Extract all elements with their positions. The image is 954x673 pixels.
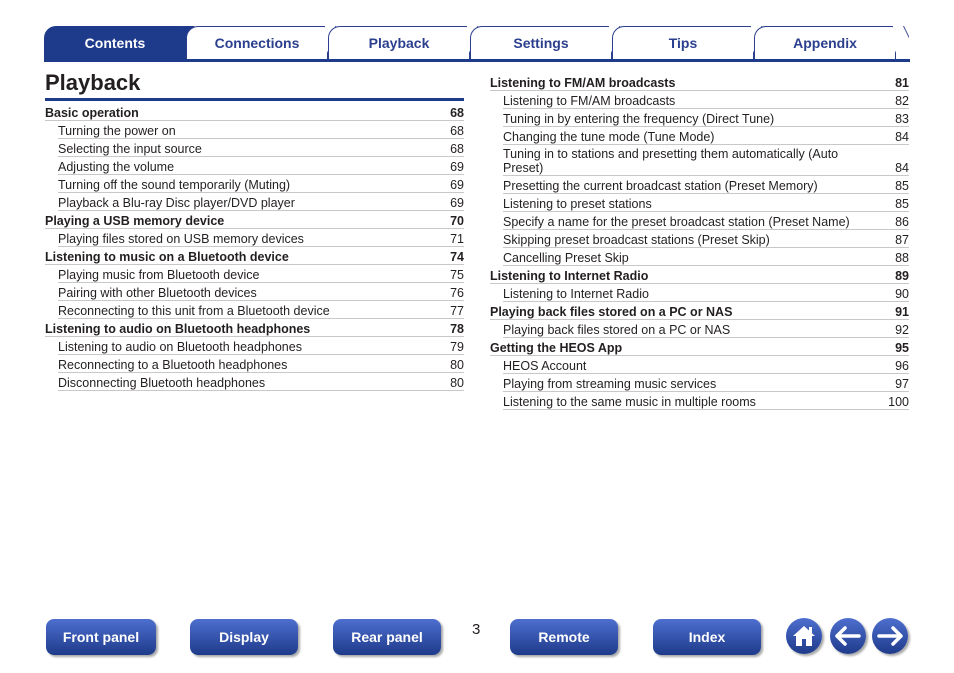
toc-section-title: Getting the HEOS App	[490, 341, 623, 355]
toc-page: 88	[895, 251, 909, 265]
toc-item-title: Cancelling Preset Skip	[503, 251, 629, 265]
toc-item[interactable]	[503, 91, 909, 109]
toc-item[interactable]	[58, 121, 464, 139]
toc-item-title: Playing files stored on USB memory devices	[58, 232, 304, 246]
toc-section[interactable]	[45, 103, 464, 121]
toc-page: 76	[450, 286, 464, 300]
arrow-right-icon	[876, 626, 904, 646]
toc-page: 91	[895, 305, 909, 319]
toc-page: 69	[450, 178, 464, 192]
toc-item-title: Tuning in to stations and presetting them automatically (Auto Preset)	[503, 147, 839, 175]
toc-item-title: Pairing with other Bluetooth devices	[58, 286, 257, 300]
toc-item[interactable]	[503, 145, 909, 176]
toc-item[interactable]	[503, 127, 909, 145]
toc-item[interactable]	[58, 283, 464, 301]
toc-section-title: Basic operation	[45, 106, 139, 120]
toc-item[interactable]	[58, 373, 464, 391]
toc-item[interactable]	[58, 193, 464, 211]
toc-page: 92	[895, 323, 909, 337]
toc-item[interactable]	[58, 265, 464, 283]
toc-section[interactable]	[45, 247, 464, 265]
toc-item[interactable]	[58, 355, 464, 373]
toc-item-title: Skipping preset broadcast stations (Preset Skip)	[503, 233, 770, 247]
toc-item[interactable]	[58, 229, 464, 247]
toc-item[interactable]	[503, 248, 909, 266]
toc-page: 70	[450, 214, 464, 228]
toc-page: 84	[895, 130, 909, 144]
toc-item[interactable]	[503, 230, 909, 248]
toc-item-title: Reconnecting to this unit from a Bluetooth device	[58, 304, 330, 318]
tab-playback-label: Playback	[368, 35, 430, 51]
toc-item[interactable]	[503, 109, 909, 127]
toc-item[interactable]	[58, 337, 464, 355]
tab-bar	[40, 26, 910, 62]
toc-item-title: Playing music from Bluetooth device	[58, 268, 260, 282]
toc-item-title: HEOS Account	[503, 359, 587, 373]
toc-page: 81	[895, 76, 909, 90]
toc-item-title: Changing the tune mode (Tune Mode)	[503, 130, 715, 144]
toc-page: 69	[450, 196, 464, 210]
display-button[interactable]: Display	[190, 619, 298, 655]
toc-page: 75	[450, 268, 464, 282]
toc-section-title: Listening to Internet Radio	[490, 269, 649, 283]
toc-item[interactable]	[58, 301, 464, 319]
toc-item-title: Playback a Blu-ray Disc player/DVD player	[58, 196, 295, 210]
tab-tips-label: Tips	[668, 35, 698, 51]
toc-section-title: Playing a USB memory device	[45, 214, 225, 228]
toc-page: 89	[895, 269, 909, 283]
page-number: 3	[472, 621, 481, 638]
tab-connections[interactable]	[186, 26, 328, 59]
toc-page: 87	[895, 233, 909, 247]
index-button[interactable]: Index	[653, 619, 761, 655]
tab-contents[interactable]	[44, 26, 186, 59]
toc-page: 84	[895, 161, 909, 175]
toc-item-title: Listening to FM/AM broadcasts	[503, 94, 676, 108]
toc-section[interactable]	[490, 338, 909, 356]
toc-page: 85	[895, 197, 909, 211]
toc-section-title: Listening to FM/AM broadcasts	[490, 76, 676, 90]
tab-connections-label: Connections	[214, 35, 300, 51]
toc-item-title: Playing back files stored on a PC or NAS	[503, 323, 731, 337]
forward-button[interactable]	[872, 618, 908, 654]
tab-settings[interactable]	[470, 26, 612, 59]
toc-left-column	[45, 103, 464, 391]
toc-item-title: Reconnecting to a Bluetooth headphones	[58, 358, 288, 372]
toc-item-title: Listening to the same music in multiple rooms	[503, 395, 756, 409]
toc-item[interactable]	[503, 284, 909, 302]
toc-item-title: Specify a name for the preset broadcast station (Preset Name)	[503, 215, 850, 229]
toc-section[interactable]	[490, 73, 909, 91]
toc-section[interactable]	[45, 211, 464, 229]
toc-item[interactable]	[58, 157, 464, 175]
rear-panel-button[interactable]: Rear panel	[333, 619, 441, 655]
toc-item[interactable]	[503, 392, 909, 410]
tab-tips[interactable]	[612, 26, 754, 59]
toc-item[interactable]	[58, 139, 464, 157]
toc-section-title: Playing back files stored on a PC or NAS	[490, 305, 733, 319]
tab-contents-label: Contents	[84, 35, 146, 51]
toc-item[interactable]	[58, 175, 464, 193]
toc-item[interactable]	[503, 176, 909, 194]
back-button[interactable]	[830, 618, 866, 654]
toc-page: 71	[450, 232, 464, 246]
tab-appendix-label: Appendix	[793, 35, 857, 51]
toc-section[interactable]	[490, 302, 909, 320]
remote-button[interactable]: Remote	[510, 619, 618, 655]
toc-page: 90	[895, 287, 909, 301]
toc-right-column	[490, 73, 909, 410]
toc-page: 96	[895, 359, 909, 373]
toc-item-title: Adjusting the volume	[58, 160, 175, 174]
toc-section-title: Listening to music on a Bluetooth device	[45, 250, 289, 264]
toc-page: 69	[450, 160, 464, 174]
toc-section[interactable]	[45, 319, 464, 337]
home-icon	[791, 624, 817, 648]
toc-page: 68	[450, 142, 464, 156]
toc-item-title: Listening to preset stations	[503, 197, 652, 211]
toc-page: 97	[895, 377, 909, 391]
toc-item-title: Listening to Internet Radio	[503, 287, 649, 301]
toc-item-title: Playing from streaming music services	[503, 377, 717, 391]
toc-item-title: Disconnecting Bluetooth headphones	[58, 376, 266, 390]
toc-page: 77	[450, 304, 464, 318]
toc-section-title: Listening to audio on Bluetooth headphones	[45, 322, 311, 336]
toc-page: 100	[888, 395, 909, 409]
toc-item[interactable]	[503, 374, 909, 392]
toc-page: 80	[450, 358, 464, 372]
tab-appendix[interactable]	[754, 26, 896, 59]
toc-page: 86	[895, 215, 909, 229]
toc-item-title: Turning the power on	[58, 124, 176, 138]
toc-page: 95	[895, 341, 909, 355]
tab-baseline	[44, 59, 910, 62]
toc-page: 79	[450, 340, 464, 354]
toc-item[interactable]	[503, 320, 909, 338]
toc-page: 78	[450, 322, 464, 336]
toc-page: 85	[895, 179, 909, 193]
toc-item-title: Selecting the input source	[58, 142, 202, 156]
toc-page: 80	[450, 376, 464, 390]
toc-item-title: Tuning in by entering the frequency (Direct Tune)	[503, 112, 775, 126]
title-rule	[45, 98, 464, 101]
front-panel-button[interactable]: Front panel	[46, 619, 156, 655]
home-button[interactable]	[786, 618, 822, 654]
toc-page: 82	[895, 94, 909, 108]
toc-item[interactable]	[503, 212, 909, 230]
toc-item-title: Presetting the current broadcast station (Preset Memory)	[503, 179, 818, 193]
toc-page: 68	[450, 124, 464, 138]
toc-page: 74	[450, 250, 464, 264]
page-title: Playback	[45, 70, 141, 95]
toc-item-title: Listening to audio on Bluetooth headphones	[58, 340, 302, 354]
toc-page: 68	[450, 106, 464, 120]
toc-item[interactable]	[503, 356, 909, 374]
toc-item[interactable]	[503, 194, 909, 212]
arrow-left-icon	[834, 626, 862, 646]
toc-item-title: Turning off the sound temporarily (Muting)	[58, 178, 291, 192]
toc-section[interactable]	[490, 266, 909, 284]
tab-settings-label: Settings	[513, 35, 569, 51]
toc-page: 83	[895, 112, 909, 126]
tab-playback[interactable]	[328, 26, 470, 59]
